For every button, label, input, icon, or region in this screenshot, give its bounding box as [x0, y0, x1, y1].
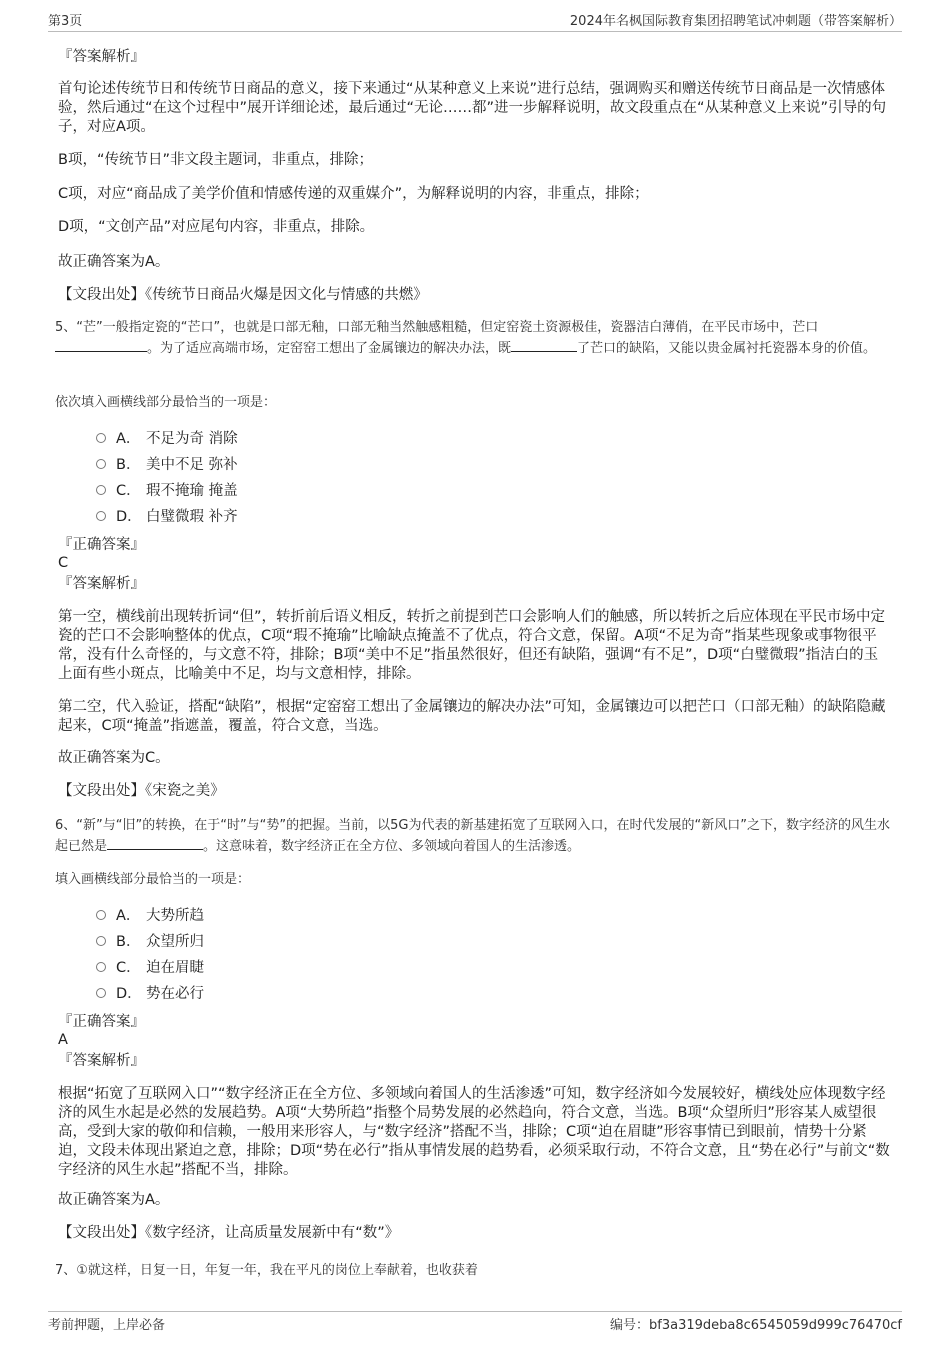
- option-letter: A．: [116, 431, 141, 447]
- q6-prompt: 填入画横线部分最恰当的一项是：: [55, 872, 251, 887]
- option-text: 迫在眉睫: [146, 960, 204, 976]
- q5-option-c[interactable]: [96, 482, 238, 501]
- q6-option-a[interactable]: [96, 907, 204, 926]
- q4-analysis-p2: B项，“传统节日”非文段主题词，非重点，排除；: [58, 152, 373, 168]
- q5-stem: [55, 317, 897, 359]
- q6-option-b[interactable]: [96, 933, 204, 952]
- q7-stem: 7、①就这样，日复一日，年复一年，我在平凡的岗位上奉献着，也收获着: [55, 1263, 478, 1278]
- option-letter: C．: [116, 483, 141, 499]
- q5-option-b[interactable]: [96, 456, 238, 475]
- document-code-label: 编号：: [610, 1318, 650, 1333]
- q5-stem-part-a: 5、“芒”一般指定瓷的“芒口”，也就是口部无釉，口部无釉当然触感粗糙，但定窑瓷土资源极佳，瓷器洁白薄俏，在平民市场中，芒口: [55, 320, 819, 335]
- page-number: 第3页: [48, 14, 83, 29]
- radio-icon[interactable]: [96, 936, 106, 946]
- page-footer: [48, 1314, 902, 1334]
- option-text: 众望所归: [146, 934, 204, 950]
- q6-option-d[interactable]: [96, 985, 204, 1004]
- radio-icon[interactable]: [96, 459, 106, 469]
- q5-blank-2: [511, 338, 577, 352]
- q5-option-a[interactable]: [96, 430, 238, 449]
- q4-analysis-p1: 首句论述传统节日和传统节日商品的意义，接下来通过“从某种意义上来说”进行总结，强调购买和赠送传统节日商品是一次情感体验，然后通过“在这个过程中”展开详细论述，最后通过“无论……都”进一步解释说明，故文段重点在“从某种意义上来说”引导的句子，对应A项。: [58, 81, 887, 135]
- option-letter: B．: [116, 934, 141, 950]
- q6-stem: [55, 815, 897, 857]
- option-text: 瑕不掩瑜 掩盖: [146, 483, 238, 499]
- q4-source: 【文段出处】《传统节日商品火爆是因文化与情感的共燃》: [58, 287, 428, 303]
- q5-prompt: 依次填入画横线部分最恰当的一项是：: [55, 395, 277, 410]
- footer-divider: [48, 1311, 902, 1312]
- option-letter: D．: [116, 986, 142, 1002]
- option-letter: A．: [116, 908, 141, 924]
- q5-blank-1: [55, 338, 147, 352]
- page-header: [48, 10, 902, 30]
- q5-stem-part-b: 。为了适应高端市场，定窑窑工想出了金属镶边的解决办法，既: [147, 341, 512, 356]
- q6-stem-part-b: 。这意味着，数字经济正在全方位、多领域向着国人的生活渗透。: [203, 839, 581, 854]
- q5-analysis-p2: 第二空，代入验证，搭配“缺陷”，根据“定窑窑工想出了金属镶边的解决办法”可知，金属镶边可以把芒口（口部无釉）的缺陷隐藏起来，C项“掩盖”指遮盖，覆盖，符合文意，当选。: [58, 699, 886, 734]
- option-text: 白璧微瑕 补齐: [146, 509, 238, 525]
- radio-icon[interactable]: [96, 910, 106, 920]
- q5-analysis-p1: 第一空，横线前出现转折词“但”，转折前后语义相反，转折之前提到芒口会影响人们的触感，所以转折之后应体现在平民市场中定瓷的芒口不会影响整体的优点，C项“瑕不掩瑜”比喻缺点掩盖不了优点，符合文意，保留。A项“不足为奇”指某些现象或事物很平常，没有什么奇怪的，与文意不符，排除；B项“美中不足”指虽然很好，但还有缺陷，强调“有不足”，D项“白璧微瑕”指洁白的玉上面有些小斑点，比喻美中不足，均与文意相悖，排除。: [58, 609, 886, 682]
- q4-conclusion: 故正确答案为A。: [58, 254, 170, 270]
- q4-analysis-p4: D项，“文创产品”对应尾句内容，非重点，排除。: [58, 219, 375, 235]
- q5-correct-label: 『正确答案』: [58, 537, 145, 553]
- q6-option-c[interactable]: [96, 959, 204, 978]
- q5-analysis-label: 『答案解析』: [58, 576, 145, 592]
- q6-correct-value: A: [58, 1032, 68, 1048]
- q4-analysis-p3: C项，对应“商品成了美学价值和情感传递的双重媒介”，为解释说明的内容，非重点，排除；: [58, 186, 649, 202]
- radio-icon[interactable]: [96, 485, 106, 495]
- option-text: 势在必行: [146, 986, 204, 1002]
- q6-conclusion: 故正确答案为A。: [58, 1192, 170, 1208]
- radio-icon[interactable]: [96, 988, 106, 998]
- radio-icon[interactable]: [96, 511, 106, 521]
- q5-source: 【文段出处】《宋瓷之美》: [58, 783, 225, 799]
- q4-analysis-label: 『答案解析』: [58, 49, 145, 65]
- option-letter: C．: [116, 960, 141, 976]
- q6-analysis-label: 『答案解析』: [58, 1053, 145, 1069]
- q6-blank: [107, 836, 203, 850]
- q6-source: 【文段出处】《数字经济，让高质量发展新中有“数”》: [58, 1225, 400, 1241]
- q6-correct-label: 『正确答案』: [58, 1014, 145, 1030]
- q5-option-d[interactable]: [96, 508, 238, 527]
- option-text: 大势所趋: [146, 908, 204, 924]
- footer-slogan: 考前押题，上岸必备: [48, 1318, 166, 1333]
- option-letter: D．: [116, 509, 142, 525]
- document-code-value: bf3a319deba8c6545059d999c76470cf: [649, 1318, 902, 1333]
- q5-correct-value: C: [58, 555, 69, 571]
- q5-stem-part-c: 了芒口的缺陷，又能以贵金属衬托瓷器本身的价值。: [577, 341, 877, 356]
- option-text: 不足为奇 消除: [146, 431, 238, 447]
- option-text: 美中不足 弥补: [146, 457, 238, 473]
- radio-icon[interactable]: [96, 962, 106, 972]
- option-letter: B．: [116, 457, 141, 473]
- q6-stem-part-a: 6、“新”与“旧”的转换，在于“时”与“势”的把握。当前，以5G为代表的新基建拓宽了互联网入口，在时代发展的“新风口”之下，数字经济的风生水起已然是: [55, 818, 890, 854]
- document-code: [610, 1314, 902, 1333]
- q6-analysis-p1: 根据“拓宽了互联网入口”“数字经济正在全方位、多领域向着国人的生活渗透”可知，数字经济如今发展较好，横线处应体现数字经济的风生水起是必然的发展趋势。A项“大势所趋”指整个局势发展的必然趋向，符合文意，当选。B项“众望所归”形容某人威望很高，受到大家的敬仰和信赖，一般用来形容人，与“数字经济”搭配不当，排除；C项“迫在眉睫”形容事情已到眼前，情势十分紧迫，文段未体现出紧迫之意，排除；D项“势在必行”指从事情发展的趋势看，必须采取行动，不符合文意，且“势在必行”与前文“数字经济的风生水起”搭配不当，排除。: [58, 1086, 890, 1178]
- document-title: 2024年名枫国际教育集团招聘笔试冲刺题（带答案解析）: [569, 14, 902, 29]
- header-divider: [48, 31, 902, 32]
- q5-conclusion: 故正确答案为C。: [58, 750, 170, 766]
- radio-icon[interactable]: [96, 433, 106, 443]
